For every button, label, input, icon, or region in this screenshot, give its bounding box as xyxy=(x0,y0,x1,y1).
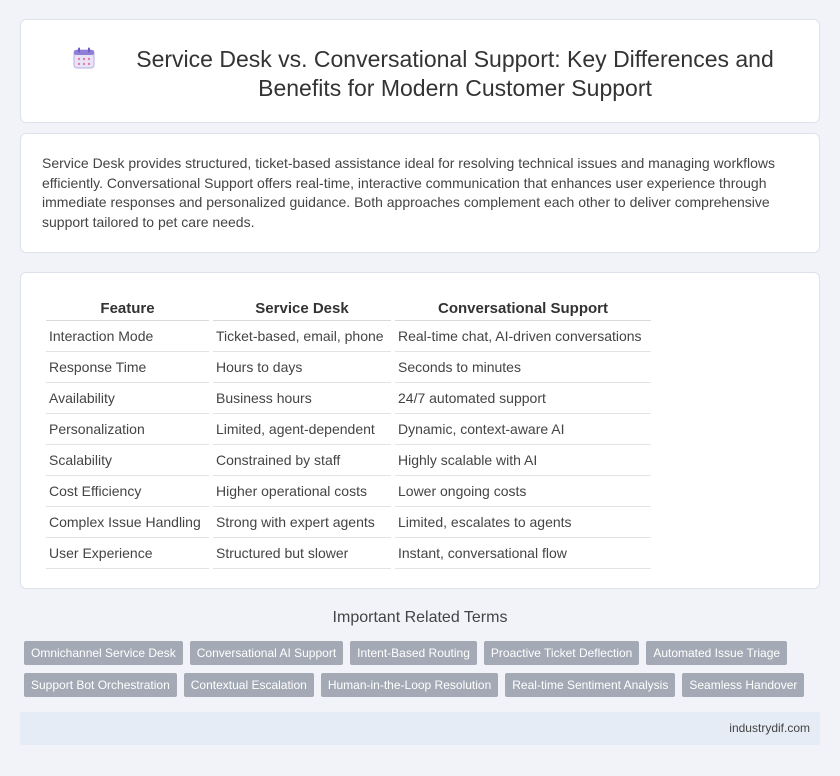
table-row xyxy=(46,383,651,414)
table-cell: Structured but slower xyxy=(213,538,391,569)
table-row xyxy=(46,507,651,538)
related-terms xyxy=(24,641,814,705)
table-cell: Availability xyxy=(46,383,209,414)
table-cell: Constrained by staff xyxy=(213,445,391,476)
table-cell: Complex Issue Handling xyxy=(46,507,209,538)
table-cell: Limited, escalates to agents xyxy=(395,507,651,538)
table-cell: Scalability xyxy=(46,445,209,476)
table-cell: 24/7 automated support xyxy=(395,383,651,414)
header-conversational-support: Conversational Support xyxy=(395,295,651,321)
header-card xyxy=(20,19,820,123)
table-cell: Dynamic, context-aware AI xyxy=(395,414,651,445)
header-feature: Feature xyxy=(46,295,209,321)
table-row xyxy=(46,476,651,507)
table-cell: Instant, conversational flow xyxy=(395,538,651,569)
table-cell: Real-time chat, AI-driven conversations xyxy=(395,321,651,352)
comparison-table xyxy=(42,295,655,569)
table-cell: Hours to days xyxy=(213,352,391,383)
table-row xyxy=(46,445,651,476)
table-cell: Seconds to minutes xyxy=(395,352,651,383)
term-tag[interactable]: Seamless Handover xyxy=(682,673,804,697)
term-row xyxy=(24,641,814,665)
term-tag[interactable]: Contextual Escalation xyxy=(184,673,314,697)
table-cell: Higher operational costs xyxy=(213,476,391,507)
table-cell: Strong with expert agents xyxy=(213,507,391,538)
calendar-icon xyxy=(73,47,95,69)
table-cell: Response Time xyxy=(46,352,209,383)
table-cell: Cost Efficiency xyxy=(46,476,209,507)
table-cell: Business hours xyxy=(213,383,391,414)
footer xyxy=(20,712,820,745)
header-service-desk: Service Desk xyxy=(213,295,391,321)
table-cell: Interaction Mode xyxy=(46,321,209,352)
page-title: Service Desk vs. Conversational Support: Key Differences and Benefits for Modern Customer Support xyxy=(136,46,774,101)
term-tag[interactable]: Support Bot Orchestration xyxy=(24,673,177,697)
table-cell: User Experience xyxy=(46,538,209,569)
related-terms-title: Important Related Terms xyxy=(332,609,508,626)
table-header-row xyxy=(46,295,651,321)
term-tag[interactable]: Conversational AI Support xyxy=(190,641,343,665)
table-row xyxy=(46,414,651,445)
comparison-card xyxy=(20,272,820,589)
term-tag[interactable]: Omnichannel Service Desk xyxy=(24,641,183,665)
table-cell: Highly scalable with AI xyxy=(395,445,651,476)
table-row xyxy=(46,321,651,352)
footer-site-link[interactable]: industrydif.com xyxy=(729,721,810,735)
table-cell: Lower ongoing costs xyxy=(395,476,651,507)
table-row xyxy=(46,352,651,383)
summary-text: Service Desk provides structured, ticket-based assistance ideal for resolving technical issues and managing workflows efficiently. Conversational Support offers real-time, interactive communication that enhances user experience through immediate responses and personalized guidance. Both approaches complement each other to deliver comprehensive support tailored to pet care needs. xyxy=(42,155,776,230)
table-cell: Limited, agent-dependent xyxy=(213,414,391,445)
term-tag[interactable]: Automated Issue Triage xyxy=(646,641,787,665)
summary-card xyxy=(20,133,820,253)
table-cell: Personalization xyxy=(46,414,209,445)
term-tag[interactable]: Human-in-the-Loop Resolution xyxy=(321,673,498,697)
term-tag[interactable]: Intent-Based Routing xyxy=(350,641,477,665)
term-tag[interactable]: Real-time Sentiment Analysis xyxy=(505,673,675,697)
table-row xyxy=(46,538,651,569)
table-cell: Ticket-based, email, phone xyxy=(213,321,391,352)
term-row xyxy=(24,673,814,697)
term-tag[interactable]: Proactive Ticket Deflection xyxy=(484,641,639,665)
